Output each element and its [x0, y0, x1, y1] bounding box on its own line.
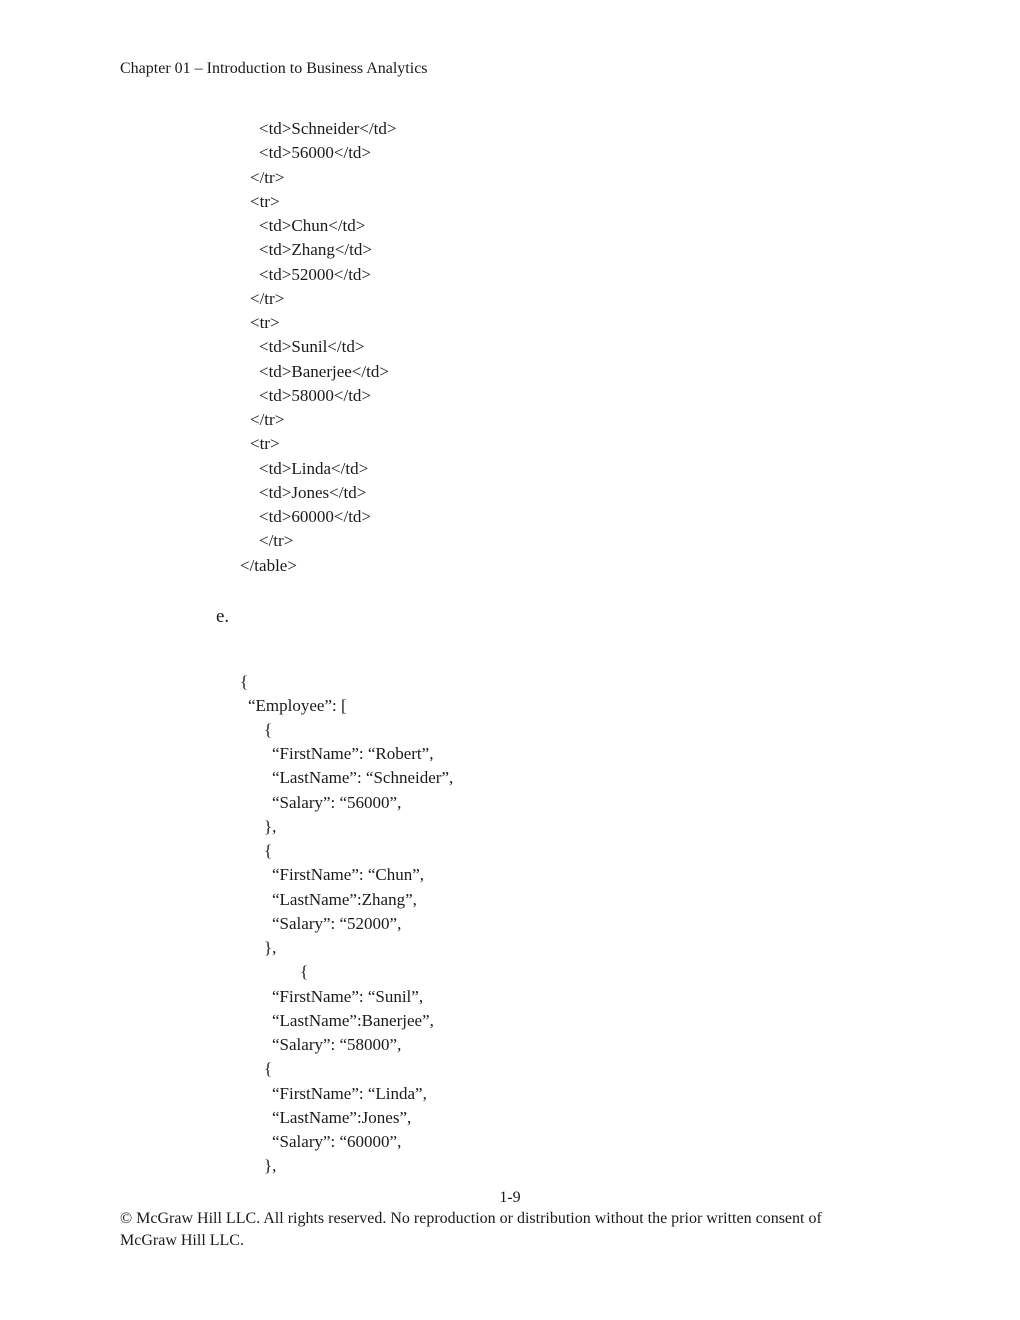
code-line: <td>Schneider</td>	[259, 119, 397, 138]
code-line: “Salary”: “56000”,	[272, 793, 402, 812]
code-line: {	[264, 1059, 273, 1078]
code-line: {	[300, 962, 309, 981]
code-line: },	[264, 1156, 277, 1175]
code-line: “Employee”: [	[248, 696, 347, 715]
code-line: {	[264, 841, 273, 860]
code-line: </tr>	[250, 410, 285, 429]
code-line: <td>56000</td>	[259, 143, 372, 162]
section-label: e.	[216, 606, 230, 627]
code-line: <td>58000</td>	[259, 386, 372, 405]
code-line: <td>52000</td>	[259, 265, 372, 284]
code-line: <tr>	[250, 192, 280, 211]
code-line: “LastName”:Zhang”,	[272, 890, 417, 909]
code-line: <tr>	[250, 434, 280, 453]
code-line: “FirstName”: “Chun”,	[272, 865, 425, 884]
code-line: },	[264, 938, 277, 957]
code-line: <td>Chun</td>	[259, 216, 366, 235]
code-line: {	[264, 720, 273, 739]
code-line: </tr>	[250, 168, 285, 187]
code-line: <td>Linda</td>	[259, 459, 369, 478]
code-line: “LastName”: “Schneider”,	[272, 768, 454, 787]
page-header: Chapter 01 – Introduction to Business Analytics	[120, 60, 428, 77]
code-line: <td>Sunil</td>	[259, 337, 365, 356]
code-line: “LastName”:Jones”,	[272, 1108, 412, 1127]
code-line: </table>	[240, 556, 297, 575]
code-line: <td>Jones</td>	[259, 483, 367, 502]
code-line: </tr>	[259, 531, 294, 550]
code-line: “FirstName”: “Linda”,	[272, 1084, 427, 1103]
code-line: “Salary”: “58000”,	[272, 1035, 402, 1054]
code-line: “FirstName”: “Robert”,	[272, 744, 434, 763]
code-line: <td>60000</td>	[259, 507, 372, 526]
code-line: “Salary”: “60000”,	[272, 1132, 402, 1151]
code-line: “LastName”:Banerjee”,	[272, 1011, 434, 1030]
code-line: <td>Zhang</td>	[259, 240, 372, 259]
code-line: </tr>	[250, 289, 285, 308]
code-line: },	[264, 817, 277, 836]
page-number: 1-9	[499, 1189, 521, 1206]
code-line: {	[240, 672, 249, 691]
code-line: “FirstName”: “Sunil”,	[272, 987, 424, 1006]
code-line: <tr>	[250, 313, 280, 332]
copyright-footer: © McGraw Hill LLC. All rights reserved. No reproduction or distribution without the prior written consent of McGraw Hill LLC.	[120, 1210, 822, 1249]
code-line: “Salary”: “52000”,	[272, 914, 402, 933]
code-line: <td>Banerjee</td>	[259, 362, 389, 381]
